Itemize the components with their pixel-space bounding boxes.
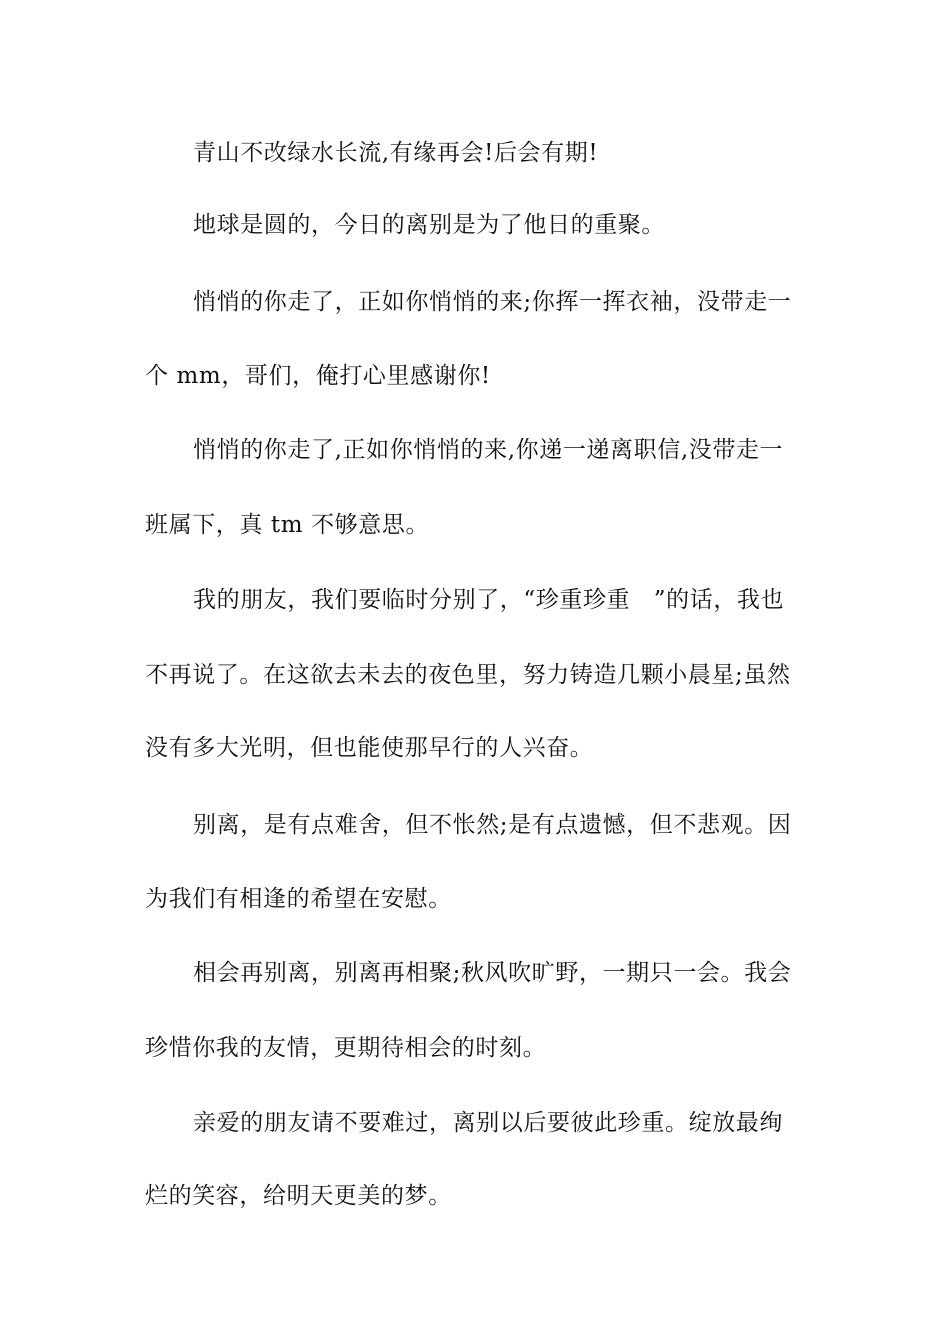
paragraph-5-line-3: 没有多大光明，但也能使那早行的人兴奋。 — [145, 735, 594, 761]
paragraph-6-line-1: 别离，是有点难舍，但不怅然;是有点遗憾，但不悲观。因 — [193, 812, 792, 838]
paragraph-5-line-2: 不再说了。在这欲去未去的夜色里，努力铸造几颗小晨星;虽然 — [145, 662, 791, 688]
paragraph-4-line-2: 班属下，真 tm 不够意思。 — [145, 512, 430, 538]
paragraph-7-line-1: 相会再别离，别离再相聚;秋风吹旷野，一期只一会。我会 — [193, 960, 792, 986]
paragraph-8-line-2: 烂的笑容，给明天更美的梦。 — [145, 1183, 452, 1209]
paragraph-5-line-1: 我的朋友，我们要临时分别了，“珍重珍重 ”的话，我也 — [193, 587, 785, 613]
paragraph-2-line-1: 地球是圆的，今日的离别是为了他日的重聚。 — [193, 212, 665, 238]
paragraph-4-line-1: 悄悄的你走了,正如你悄悄的来,你递一递离职信,没带走一 — [193, 437, 784, 463]
paragraph-7-line-2: 珍惜你我的友情，更期待相会的时刻。 — [145, 1035, 547, 1061]
paragraph-8-line-1: 亲爱的朋友请不要难过，离别以后要彼此珍重。绽放最绚 — [193, 1110, 783, 1136]
paragraph-3-line-1: 悄悄的你走了，正如你悄悄的来;你挥一挥衣袖，没带走一 — [193, 289, 792, 315]
paragraph-1-line-1: 青山不改绿水长流,有缘再会!后会有期! — [193, 140, 599, 166]
paragraph-6-line-2: 为我们有相逢的希望在安慰。 — [145, 886, 452, 912]
paragraph-3-line-2: 个 mm，哥们，俺打心里感谢你! — [145, 363, 491, 389]
